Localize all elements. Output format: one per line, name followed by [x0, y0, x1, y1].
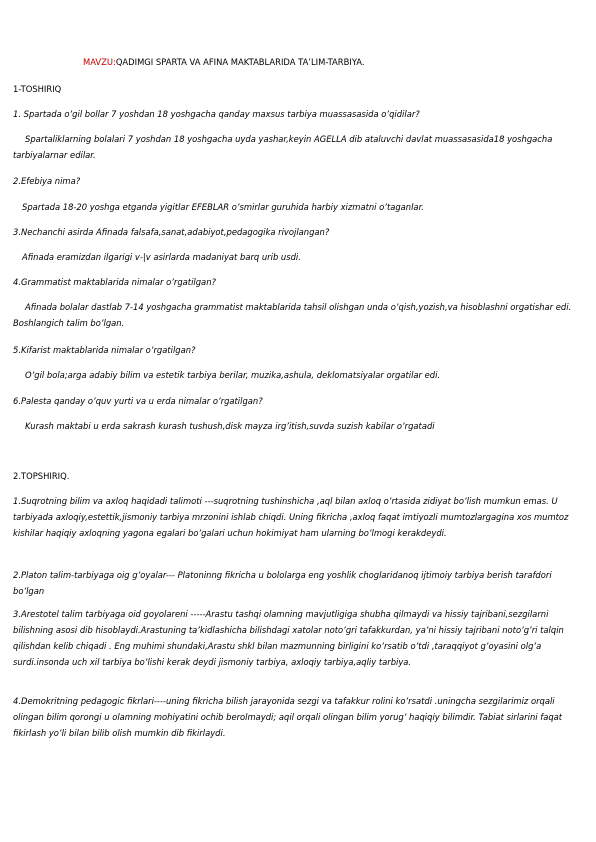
- task2-item-2: 2.Platon talim-tarbiyaga oig g’oyalar--- Platoninng fikricha u bololarga eng yoshlik choglaridanoq ijtimoiy tarbiya berish tarafdori bo’lgan: [13, 570, 552, 596]
- task2-item-4: 4.Demokritning pedagogic fikrlari----uning fikricha bilish jarayonida sezgi va tafakkur rolini ko’rsatdi .uningcha sezgilarimiz orqali olingan bilim qorongi u olamning mohiyatini ochib berolmaydi; aqil orqali olingan bilim yorug’ haqiqiy bilimdir. Tabiat sirlarini faqat fikirlash yo’li bilan bilib olish mumkin dib fikirlaydi.: [13, 696, 563, 738]
- task1-question-2: 2.Efebiya nima?: [13, 176, 81, 186]
- task2-heading: 2.TOPSHIRIQ.: [13, 471, 70, 481]
- task1-answer-3: Afinada eramizdan ilgarigi v-|v asirlarda madaniyat barq urib usdi.: [22, 252, 301, 262]
- task1-question-3: 3.Nechanchi asirda Afinada falsafa,sanat,adabiyot,pedagogika rivojlangan?: [13, 227, 330, 237]
- task1-heading: 1-TOSHIRIQ: [13, 84, 62, 94]
- task1-question-4: 4.Grammatist maktablarida nimalar o’rgatilgan?: [13, 277, 216, 287]
- task2-item-3: 3.Arestotel talim tarbiyaga oid goyolareni -----Arastu tashqi olamning mavjutligiga shubha qilmaydi va hissiy tajribani,sezgilarni bilishning asosi dib hisoblaydi.Arastuning ta’kidlashicha bilishdagi xatolar noto’gri tafakkurdan, ya’ni hissiy tajribani noto’g’ri talqin qilishdan kelib chiqadi . Eng muhimi shundaki,Arastu shkl bilan mazmunning birligini ko’rsatib o’tdi ,taraqqiyot g’oyasini olg’a surdi.insonda uch xil tarbiya bo’lishi kerak deydi jismoniy tarbiya, axloqiy tarbiya,aqliy tarbiya.: [13, 609, 564, 667]
- task1-answer-1: Spartaliklarning bolalari 7 yoshdan 18 yoshgacha uyda yashar,keyin AGELLA dib ataluvchi davlat muassasasida18 yoshgacha tarbiyalarnar edilar.: [13, 134, 553, 160]
- task1-question-1: 1. Spartada o’gil bollar 7 yoshdan 18 yoshgacha qanday maxsus tarbiya muassasasida o’qidilar?: [13, 109, 420, 119]
- title-label: MAVZU:: [83, 57, 116, 67]
- task1-answer-5: O’gil bola;arga adabiy bilim va estetik tarbiya berilar, muzika,ashula, deklomatsiyalar orgatilar edi.: [25, 370, 441, 380]
- task1-answer-2: Spartada 18-20 yoshga etganda yigitlar EFEBLAR o’smirlar guruhida harbiy xizmatni o’taganlar.: [22, 202, 424, 212]
- title-text: QADIMGI SPARTA VA AFINA MAKTABLARIDA TA’LIM-TARBIYA.: [115, 57, 365, 67]
- task1-answer-4: Afinada bolalar dastlab 7-14 yoshgacha grammatist maktablarida tahsil olishgan unda o’qish,yozish,va hisoblashni orgatishar edi. Boshlangich talim bo’lgan.: [13, 302, 572, 328]
- task1-answer-6: Kurash maktabi u erda sakrash kurash tushush,disk mayza irg’itish,suvda suzish kabilar o’rgatadi: [25, 421, 435, 431]
- task1-question-6: 6.Palesta qanday o’quv yurti va u erda nimalar o’rgatilgan?: [13, 396, 263, 406]
- task2-item-1: 1.Suqrotning bilim va axloq haqidadi talimoti ---suqrotning tushinshicha ,aql bilan axloq o’rtasida zidiyat bo’lish mumkun emas. U tarbiyada axloqiy,estettik,jismoniy tarbiya mrzonini ishlab chiqdi. Uning fikricha ,axloq faqat imtiyozli mumtozlargagina xos mumtoz kishilar haqiqiy axloqning yagona egalari bo’galari uchun hokimiyat ham ularning bo’lmogi kerakdeydi.: [13, 496, 569, 538]
- document-title: [83, 57, 365, 67]
- task1-question-5: 5.Kifarist maktablarida nimalar o’rgatilgan?: [13, 345, 196, 355]
